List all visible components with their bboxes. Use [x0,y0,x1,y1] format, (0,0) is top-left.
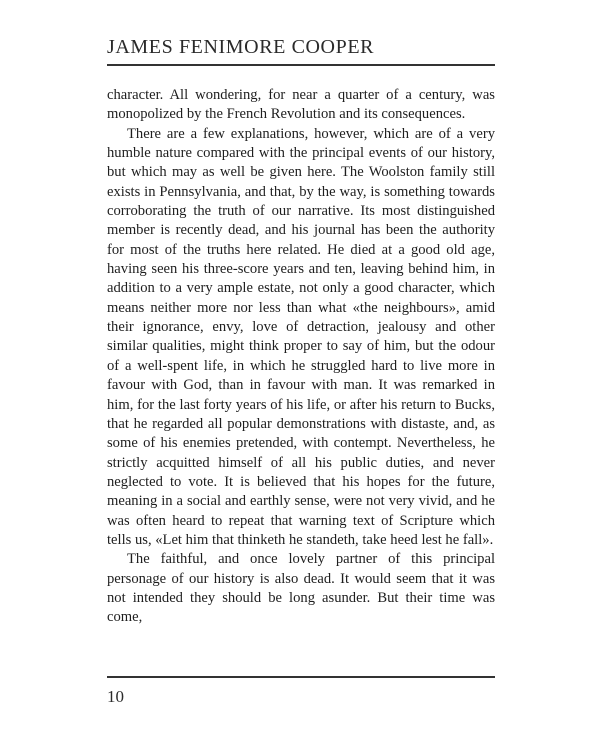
paragraph-partner: The faithful, and once lovely partner of this principal personage of our history is also dead. It would seem that it was not intended they should be long asunder. But their time was come, [107,551,495,626]
body-text [107,86,495,628]
header-rule [107,64,495,66]
page-number: 10 [107,687,124,706]
paragraph-continuation: character. All wondering, for near a quarter of a century, was monopolized by the French Revolution and its consequences. [107,87,495,123]
footer-rule [107,676,495,678]
paragraph-explanations: There are a few explanations, however, which are of a very humble nature compared with the principal events of our history, but which may as well be given here. The Woolston family still exists in Pennsylvania, and that, by the way, is something towards corroborating the truth of our narrative. Its most distinguished member is recently dead, and his journal has been the authority for most of the truths here related. He died at a good old age, having seen his three-score years and ten, leaving behind him, in addition to a very ample estate, not only a good character, which means neither more nor less than what «the neighbours», amid their ignorance, envy, love of detraction, jealousy and other similar qualities, might think proper to say of him, but the odour of a well-spent life, in which he struggled hard to live more in favour with God, than in favour with man. It was remarked in him, for the last forty years of his life, or after his return to Bucks, that he regarded all popular demonstrations with distaste, and, as some of his enemies pretended, with contempt. Nevertheless, he strictly acquitted himself of all his public duties, and never neglected to vote. It is believed that his hopes for the future, meaning in a social and earthly sense, were not very vivid, and he was often heard to repeat that warning text of Scripture which tells us, «Let him that thinketh he standeth, take heed lest he fall». [107,125,495,548]
running-head-author: JAMES FENIMORE COOPER [107,36,375,58]
